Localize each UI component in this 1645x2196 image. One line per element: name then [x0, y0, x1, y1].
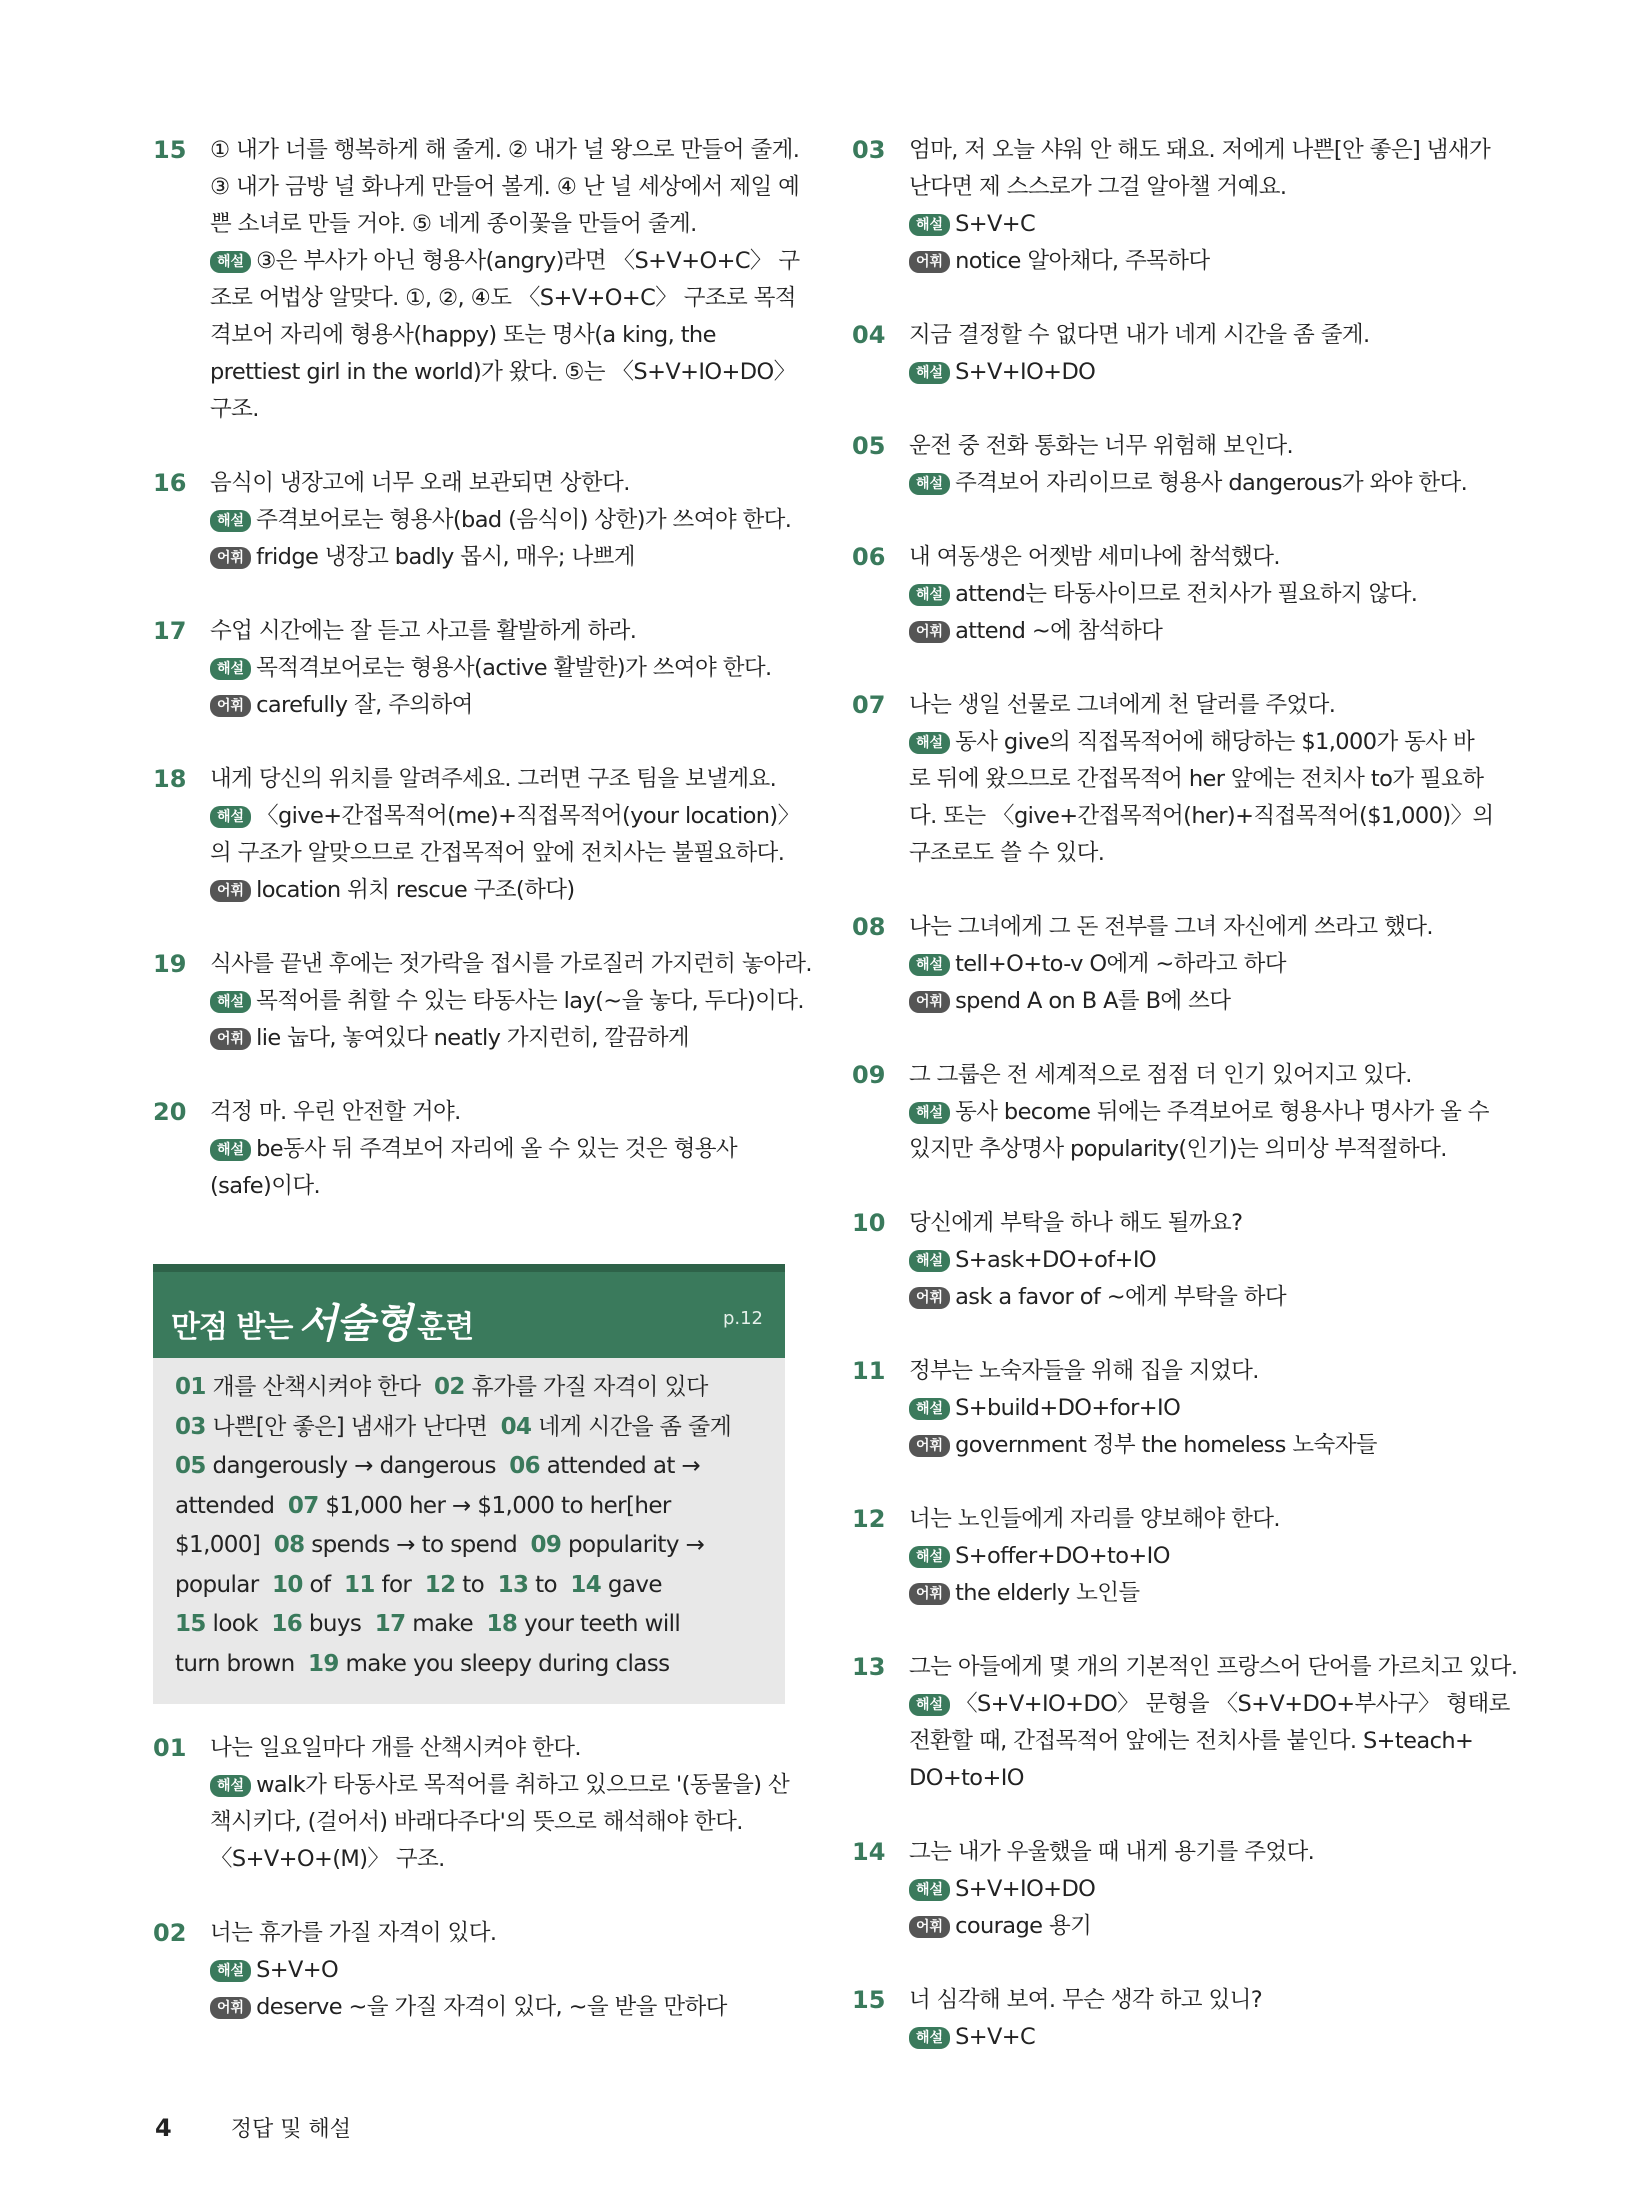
text-line: 책시키다, (걸어서) 바래다주다'의 뜻으로 해석해야 한다.: [210, 1809, 743, 1835]
box-answers: [153, 1358, 785, 1684]
answer-number: 02: [433, 1374, 465, 1400]
line-text: tell+O+to-v O에게 ~하라고 하다: [955, 951, 1286, 977]
text-line: prettiest girl in the world)가 왔다. ⑤는 〈S+V+IO+DO〉: [210, 359, 796, 385]
question-item: [153, 1094, 785, 1205]
question-item: [153, 132, 800, 428]
box-page-ref: p.12: [722, 1308, 763, 1329]
text-line: [210, 983, 804, 1020]
answer-line: [175, 1605, 761, 1645]
answer-number: 05: [175, 1453, 206, 1479]
text-line: 너 심각해 보여. 무슨 생각 하고 있니?: [909, 1987, 1263, 2013]
text-line: [210, 687, 785, 724]
text-line: 수업 시간에는 잘 듣고 사고를 활발하게 하라.: [210, 618, 637, 644]
answer-number: 07: [287, 1492, 319, 1519]
question-number: 11: [852, 1357, 886, 1385]
question-item: [852, 317, 1484, 391]
box-title: [171, 1292, 473, 1349]
question-item: [852, 1353, 1484, 1464]
line-text: the elderly 노인들: [955, 1580, 1140, 1606]
text-line: 너는 휴가를 가질 자격이 있다.: [210, 1920, 497, 1946]
text-line: [909, 946, 1484, 983]
text-line: [210, 539, 785, 576]
question-number: 15: [153, 136, 187, 164]
explanation-badge: 해설: [909, 1879, 950, 1901]
text-line: [210, 650, 785, 687]
text-line: [210, 872, 785, 909]
text-line: [210, 1020, 785, 1057]
explanation-badge: 해설: [909, 954, 950, 976]
question-number: 14: [852, 1838, 886, 1866]
question-number: 05: [852, 432, 886, 460]
question-item: [852, 909, 1484, 1020]
line-text: spend A on B A를 B에 쓰다: [955, 988, 1231, 1014]
line-text: ③은 부사가 아닌 형용사(angry)라면 〈S+V+O+C〉 구: [256, 248, 800, 274]
explanation-badge: 해설: [210, 510, 251, 532]
text-line: [210, 1989, 785, 2026]
question-item: [852, 539, 1484, 650]
vocab-badge: 어휘: [210, 1028, 251, 1050]
answer-number: 17: [374, 1611, 406, 1637]
answer-line: [175, 1408, 761, 1448]
text-line: 음식이 냉장고에 너무 오래 보관되면 상한다.: [210, 470, 630, 496]
explanation-badge: 해설: [210, 1139, 251, 1161]
explanation-badge: 해설: [909, 1546, 950, 1568]
answer-text: 개를 산책시켜야 한다: [205, 1374, 434, 1400]
question-number: 10: [852, 1209, 886, 1237]
answer-text: gave: [601, 1571, 662, 1598]
text-line: [210, 1767, 790, 1804]
question-number: 17: [153, 617, 187, 645]
question-number: 20: [153, 1098, 187, 1126]
text-line: 엄마, 저 오늘 샤워 안 해도 돼요. 저에게 나쁜[안 좋은] 냄새가: [909, 137, 1491, 163]
answer-text: turn brown: [175, 1650, 308, 1677]
text-line: [909, 613, 1484, 650]
answer-number: 14: [570, 1571, 602, 1598]
text-line: [909, 1390, 1484, 1427]
line-text: courage 용기: [955, 1913, 1092, 1939]
line-text: 〈S+V+IO+DO〉 문형을 〈S+V+DO+부사구〉 형태로: [955, 1691, 1510, 1717]
text-line: [909, 1279, 1484, 1316]
text-line: 조로 어법상 알맞다. ①, ②, ④도 〈S+V+O+C〉 구조로 목적: [210, 285, 796, 311]
box-title-a: 만점 받는: [171, 1310, 293, 1345]
text-line: 나는 일요일마다 개를 산책시켜야 한다.: [210, 1735, 581, 1761]
line-text: S+build+DO+for+IO: [955, 1395, 1181, 1421]
text-line: [909, 1094, 1489, 1131]
answer-number: 09: [530, 1532, 562, 1558]
question-number: 03: [852, 136, 886, 164]
text-line: [210, 798, 800, 835]
vocab-badge: 어휘: [210, 547, 251, 569]
text-line: [210, 243, 800, 280]
question-item: [852, 1834, 1484, 1945]
question-item: [852, 1057, 1489, 1168]
text-line: 다. 또는 〈give+간접목적어(her)+직접목적어($1,000)〉의: [909, 803, 1494, 829]
question-number: 08: [852, 913, 886, 941]
text-line: (safe)이다.: [210, 1173, 321, 1199]
line-text: notice 알아채다, 주목하다: [955, 248, 1210, 274]
text-line: 로 뒤에 왔으므로 간접목적어 her 앞에는 전치사 to가 필요하: [909, 766, 1484, 792]
explanation-badge: 해설: [210, 1775, 251, 1797]
question-item: [153, 946, 812, 1057]
answer-line: [175, 1645, 761, 1685]
explanation-badge: 해설: [909, 1398, 950, 1420]
line-text: attend ~에 참석하다: [955, 618, 1163, 644]
line-text: walk가 타동사로 목적어를 취하고 있으므로 '(동물을) 산: [256, 1772, 790, 1798]
question-item: [852, 1501, 1484, 1612]
explanation-badge: 해설: [210, 1960, 251, 1982]
explanation-badge: 해설: [909, 214, 950, 236]
line-text: deserve ~을 가질 자격이 있다, ~을 받을 만하다: [256, 1994, 727, 2020]
question-item: [852, 132, 1491, 280]
left-bottom-column: [153, 1730, 790, 2063]
line-text: 〈give+간접목적어(me)+직접목적어(your location)〉: [256, 803, 800, 829]
text-line: [909, 983, 1484, 1020]
explanation-badge: 해설: [909, 1250, 950, 1272]
answer-line: [175, 1487, 761, 1527]
answer-number: 13: [497, 1571, 529, 1598]
page-footer: [155, 2112, 351, 2143]
answer-number: 10: [272, 1571, 303, 1598]
text-line: 걱정 마. 우린 안전할 거야.: [210, 1099, 461, 1125]
question-item: [153, 465, 792, 576]
answer-number: 06: [509, 1453, 541, 1479]
text-line: 지금 결정할 수 없다면 내가 네게 시간을 좀 줄게.: [909, 322, 1370, 348]
question-number: 15: [852, 1986, 886, 2014]
box-title-script: 서술형: [298, 1300, 412, 1347]
answer-text: make you sleepy during class: [338, 1650, 670, 1677]
answer-text: to: [528, 1571, 571, 1598]
answer-line: [175, 1447, 761, 1487]
text-line: ③ 내가 금방 널 화나게 만들어 볼게. ④ 난 널 세상에서 제일 예: [210, 174, 800, 200]
text-line: [909, 1575, 1484, 1612]
answer-text: attended: [175, 1492, 288, 1519]
text-line: 식사를 끝낸 후에는 젓가락을 접시를 가로질러 가지런히 놓아라.: [210, 951, 812, 977]
question-number: 12: [852, 1505, 886, 1533]
text-line: 〈S+V+O+(M)〉 구조.: [210, 1846, 445, 1872]
text-line: [909, 243, 1484, 280]
vocab-badge: 어휘: [210, 1997, 251, 2019]
line-text: lie 눕다, 놓여있다 neatly 가지런히, 깔끔하게: [256, 1025, 690, 1051]
vocab-badge: 어휘: [909, 1435, 950, 1457]
question-item: [852, 1205, 1484, 1316]
writing-practice-box: [153, 1264, 785, 1704]
answer-text: your teeth will: [517, 1611, 681, 1637]
text-line: 운전 중 전화 통화는 너무 위험해 보인다.: [909, 433, 1294, 459]
line-text: S+V+IO+DO: [955, 1876, 1096, 1902]
text-line: [909, 724, 1484, 761]
answer-number: 18: [486, 1611, 518, 1637]
text-line: [909, 1538, 1484, 1575]
vocab-badge: 어휘: [909, 1583, 950, 1605]
answer-number: 04: [500, 1413, 532, 1440]
question-item: [153, 1730, 790, 1878]
line-text: 목적어를 취할 수 있는 타동사는 lay(~을 놓다, 두다)이다.: [256, 988, 804, 1014]
text-line: ① 내가 너를 행복하게 해 줄게. ② 내가 널 왕으로 만들어 줄게.: [210, 137, 800, 163]
explanation-badge: 해설: [210, 806, 251, 828]
text-line: [909, 1686, 1510, 1723]
question-number: 16: [153, 469, 187, 497]
text-line: [909, 2019, 1484, 2056]
right-column: [852, 132, 1518, 2093]
answer-text: look: [205, 1611, 272, 1637]
answer-number: 19: [307, 1650, 339, 1677]
text-line: 그는 아들에게 몇 개의 기본적인 프랑스어 단어를 가르치고 있다.: [909, 1654, 1518, 1680]
text-line: 그 그룹은 전 세계적으로 점점 더 인기 있어지고 있다.: [909, 1062, 1412, 1088]
line-text: 동사 become 뒤에는 주격보어로 형용사나 명사가 올 수: [955, 1099, 1489, 1125]
text-line: 너는 노인들에게 자리를 양보해야 한다.: [909, 1506, 1280, 1532]
line-text: S+V+C: [955, 2024, 1036, 2050]
text-line: 구조로도 쓸 수 있다.: [909, 840, 1105, 866]
text-line: 나는 생일 선물로 그녀에게 천 달러를 주었다.: [909, 692, 1336, 718]
question-item: [153, 1915, 785, 2026]
text-line: DO+to+IO: [909, 1765, 1024, 1791]
answer-text: for: [374, 1571, 425, 1598]
line-text: attend는 타동사이므로 전치사가 필요하지 않다.: [955, 581, 1418, 607]
question-number: 13: [852, 1653, 886, 1681]
text-line: 내 여동생은 어젯밤 세미나에 참석했다.: [909, 544, 1280, 570]
answer-number: 15: [175, 1611, 206, 1637]
text-line: 그는 내가 우울했을 때 내게 용기를 주었다.: [909, 1839, 1315, 1865]
text-line: [909, 206, 1484, 243]
text-line: 격보어 자리에 형용사(happy) 또는 명사(a king, the: [210, 322, 716, 348]
text-line: [210, 1952, 785, 1989]
answer-number: 08: [273, 1532, 305, 1558]
text-line: [909, 1908, 1484, 1945]
question-item: [153, 613, 785, 724]
explanation-badge: 해설: [909, 732, 950, 754]
line-text: S+V+O: [256, 1957, 339, 1983]
answer-text: buys: [302, 1611, 375, 1637]
text-line: 있지만 추상명사 popularity(인기)는 의미상 부적절하다.: [909, 1136, 1447, 1162]
line-text: 주격보어로는 형용사(bad (음식이) 상한)가 쓰여야 한다.: [256, 507, 792, 533]
answer-number: 16: [271, 1611, 303, 1637]
explanation-badge: 해설: [210, 658, 251, 680]
vocab-badge: 어휘: [909, 251, 950, 273]
answer-text: of: [302, 1571, 344, 1598]
answer-line: [175, 1526, 761, 1566]
answer-text: 휴가를 가질 자격이 있다: [464, 1374, 708, 1400]
question-number: 09: [852, 1061, 886, 1089]
text-line: [909, 465, 1484, 502]
answer-text: to: [455, 1571, 498, 1598]
question-number: 01: [153, 1734, 187, 1762]
vocab-badge: 어휘: [909, 991, 950, 1013]
text-line: 구조.: [210, 396, 259, 422]
explanation-badge: 해설: [210, 251, 251, 273]
line-text: government 정부 the homeless 노숙자들: [955, 1432, 1377, 1458]
vocab-badge: 어휘: [210, 695, 251, 717]
line-text: S+V+IO+DO: [955, 359, 1096, 385]
line-text: fridge 냉장고 badly 몹시, 매우; 나쁘게: [256, 544, 635, 570]
text-line: [909, 1427, 1484, 1464]
text-line: 정부는 노숙자들을 위해 집을 지었다.: [909, 1358, 1259, 1384]
vocab-badge: 어휘: [909, 621, 950, 643]
answer-text: 나쁜[안 좋은] 냄새가 난다면: [205, 1413, 501, 1440]
answer-number: 01: [175, 1374, 206, 1400]
text-line: 당신에게 부탁을 하나 해도 될까요?: [909, 1210, 1243, 1236]
box-title-b: 훈련: [417, 1310, 474, 1345]
answer-line: [175, 1566, 761, 1606]
answer-text: $1,000 her → $1,000 to her[her: [318, 1492, 671, 1519]
question-item: [852, 1649, 1518, 1797]
answer-number: 03: [175, 1413, 206, 1440]
answer-text: dangerously → dangerous: [205, 1453, 510, 1479]
vocab-badge: 어휘: [210, 880, 251, 902]
explanation-badge: 해설: [909, 1102, 950, 1124]
answer-text: 네게 시간을 좀 줄게: [531, 1413, 732, 1440]
answer-number: 12: [424, 1571, 456, 1598]
box-header: [153, 1264, 785, 1358]
question-number: 07: [852, 691, 886, 719]
answer-line: [175, 1368, 761, 1408]
explanation-badge: 해설: [210, 991, 251, 1013]
vocab-badge: 어휘: [909, 1916, 950, 1938]
question-number: 04: [852, 321, 886, 349]
question-number: 02: [153, 1919, 187, 1947]
text-line: 전환할 때, 간접목적어 앞에는 전치사를 붙인다. S+teach+: [909, 1728, 1474, 1754]
vocab-badge: 어휘: [909, 1287, 950, 1309]
text-line: 난다면 제 스스로가 그걸 알아챌 거예요.: [909, 174, 1287, 200]
answer-text: attended at →: [540, 1453, 701, 1479]
text-line: [909, 576, 1484, 613]
text-line: 의 구조가 알맞으므로 간접목적어 앞에 전치사는 불필요하다.: [210, 840, 785, 866]
line-text: be동사 뒤 주격보어 자리에 올 수 있는 것은 형용사: [256, 1136, 737, 1162]
line-text: 목적격보어로는 형용사(active 활발한)가 쓰여야 한다.: [256, 655, 772, 681]
question-number: 18: [153, 765, 187, 793]
question-number: 06: [852, 543, 886, 571]
footer-label: 정답 및 해설: [230, 2117, 351, 2142]
explanation-badge: 해설: [909, 1694, 950, 1716]
text-line: [909, 1871, 1484, 1908]
text-line: 쁜 소녀로 만들 거야. ⑤ 네게 종이꽃을 만들어 줄게.: [210, 211, 697, 237]
question-item: [852, 428, 1484, 502]
line-text: location 위치 rescue 구조(하다): [256, 877, 575, 903]
line-text: S+offer+DO+to+IO: [955, 1543, 1170, 1569]
explanation-badge: 해설: [909, 584, 950, 606]
text-line: [909, 354, 1484, 391]
answer-text: popularity →: [561, 1532, 705, 1558]
answer-text: popular: [175, 1571, 273, 1598]
question-number: 19: [153, 950, 187, 978]
line-text: carefully 잘, 주의하여: [256, 692, 473, 718]
line-text: 동사 give의 직접목적어에 해당하는 $1,000가 동사 바: [955, 729, 1475, 755]
answer-text: $1,000]: [175, 1532, 274, 1558]
page-number: 4: [155, 2114, 172, 2142]
answer-number: 11: [343, 1571, 375, 1598]
explanation-badge: 해설: [909, 473, 950, 495]
text-line: [909, 1242, 1484, 1279]
line-text: S+ask+DO+of+IO: [955, 1247, 1156, 1273]
explanation-badge: 해설: [909, 362, 950, 384]
line-text: ask a favor of ~에게 부탁을 하다: [955, 1284, 1287, 1310]
text-line: 나는 그녀에게 그 돈 전부를 그녀 자신에게 쓰라고 했다.: [909, 914, 1433, 940]
answer-text: spends → to spend: [304, 1532, 531, 1558]
explanation-badge: 해설: [909, 2027, 950, 2049]
question-item: [153, 761, 800, 909]
text-line: [210, 502, 792, 539]
line-text: S+V+C: [955, 211, 1036, 237]
left-column: [153, 132, 812, 1242]
text-line: [210, 1131, 785, 1168]
text-line: 내게 당신의 위치를 알려주세요. 그러면 구조 팀을 보낼게요.: [210, 766, 777, 792]
question-item: [852, 1982, 1484, 2056]
answer-text: make: [405, 1611, 487, 1637]
question-item: [852, 687, 1494, 872]
line-text: 주격보어 자리이므로 형용사 dangerous가 와야 한다.: [955, 470, 1468, 496]
